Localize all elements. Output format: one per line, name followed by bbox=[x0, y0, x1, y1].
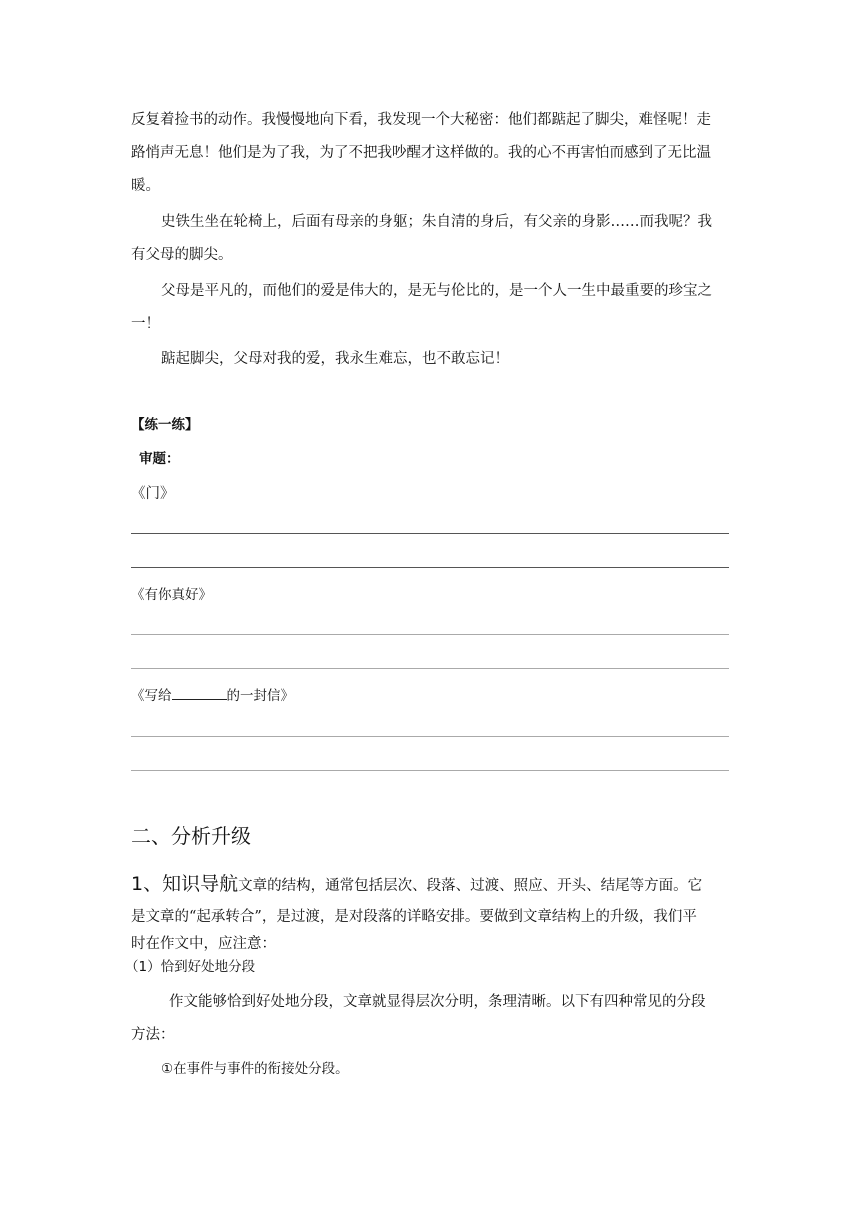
answer-line-3 bbox=[131, 634, 729, 635]
section-title: 二、分析升级 bbox=[131, 824, 251, 848]
essay-paragraph-3: 踮起脚尖，父母对我的爱，我永生难忘，也不敢忘记！ bbox=[161, 351, 509, 367]
knowledge-nav-line-3: 时在作文中，应注意： bbox=[131, 936, 276, 952]
topic-letter-suffix: 的一封信》 bbox=[226, 688, 294, 704]
topic-letter bbox=[131, 680, 731, 713]
essay-paragraph-1-line-2: 有父母的脚尖。 bbox=[131, 247, 233, 263]
method-point-1: ①在事件与事件的衔接处分段。 bbox=[161, 1061, 349, 1077]
answer-line-4 bbox=[131, 668, 729, 669]
paragraphing-text-line-2: 方法： bbox=[131, 1027, 175, 1043]
essay-paragraph-1-line-1: 史铁生坐在轮椅上，后面有母亲的身躯；朱自清的身后，有父亲的身影……而我呢？我 bbox=[161, 214, 712, 230]
knowledge-nav-heading: 1、知识导航 bbox=[131, 873, 239, 895]
answer-line-1 bbox=[131, 533, 729, 534]
topic-door: 《门》 bbox=[131, 486, 175, 502]
essay-paragraph-2-line-1: 父母是平凡的，而他们的爱是伟大的，是无与伦比的，是一个人一生中最重要的珍宝之 bbox=[161, 283, 712, 299]
answer-line-2 bbox=[131, 567, 729, 568]
essay-line-1: 反复着捡书的动作。我慢慢地向下看，我发现一个大秘密：他们都踮起了脚尖，难怪呢！走 bbox=[131, 112, 711, 128]
review-label: 审题： bbox=[139, 451, 180, 467]
knowledge-nav-text-1: 文章的结构，通常包括层次、段落、过渡、照应、开头、结尾等方面。它 bbox=[238, 878, 703, 894]
essay-line-3: 暖。 bbox=[131, 178, 160, 194]
answer-line-6 bbox=[131, 770, 729, 771]
essay-line-2: 路悄声无息！他们是为了我，为了不把我吵醒才这样做的。我的心不再害怕而感到了无比温 bbox=[131, 145, 711, 161]
knowledge-nav-line-2: 是文章的“起承转合”，是过渡，是对段落的详略安排。要做到文章结构上的升级，我们平 bbox=[131, 909, 697, 925]
paragraphing-text-line-1: 作文能够恰到好处地分段，文章就显得层次分明，条理清晰。以下有四种常见的分段 bbox=[169, 994, 706, 1010]
topic-good-to-have-you: 《有你真好》 bbox=[131, 587, 212, 603]
subheading-paragraphing: （1）恰到好处地分段 bbox=[125, 959, 256, 975]
knowledge-nav-line-1 bbox=[131, 866, 731, 904]
topic-letter-blank bbox=[172, 687, 227, 700]
topic-letter-prefix: 《写给 bbox=[131, 688, 172, 704]
essay-paragraph-2-line-2: 一！ bbox=[131, 316, 160, 332]
answer-line-5 bbox=[131, 736, 729, 737]
practice-heading: 【练一练】 bbox=[131, 417, 199, 433]
